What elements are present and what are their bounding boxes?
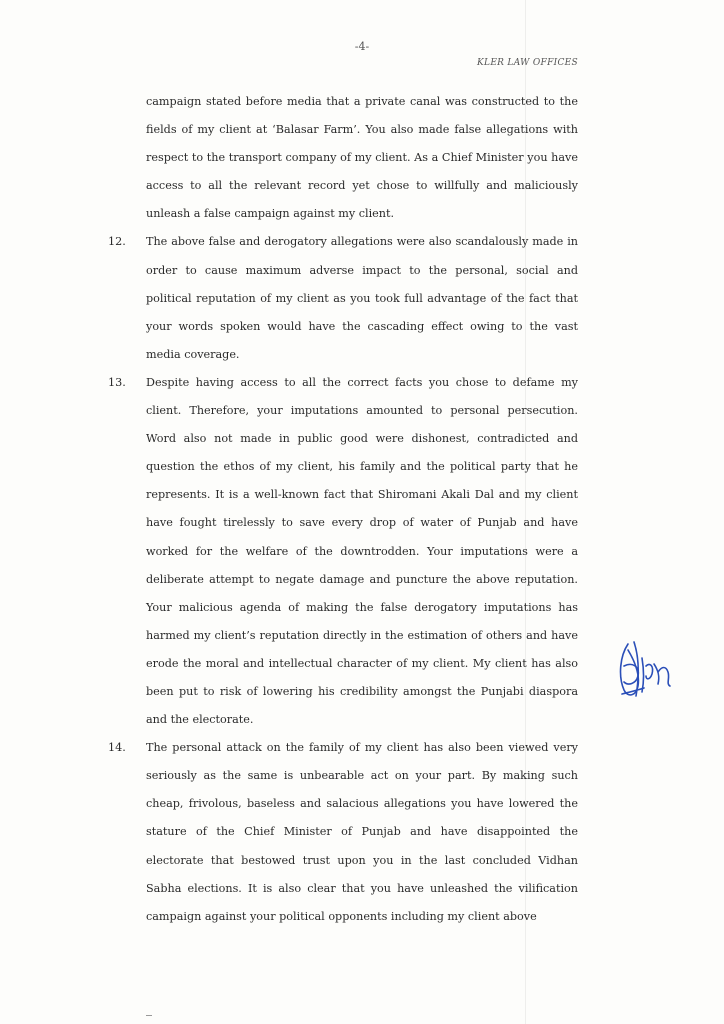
paragraph-number: 13. <box>108 375 126 389</box>
firm-name-header: KLER LAW OFFICES <box>477 58 578 68</box>
page-number: -4- <box>354 40 370 53</box>
paragraph-number <box>108 88 146 228</box>
paragraph-14 <box>108 734 578 931</box>
paragraph-text: The above false and derogatory allegations were also scandalously made in order to cause maximum adverse impact to the personal, social and political reputation of my client as you took full advantage of the fact that your words spoken would have the cascading effect owing to the vast media coverage. <box>146 235 578 361</box>
paragraph-text: The personal attack on the family of my client has also been viewed very seriously as the same is unbearable act on your part. By making such cheap, frivolous, baseless and salacious allegations you have lowered the stature of the Chief Minister of Punjab and have disappointed the electorate that bestowed trust upon you in the last concluded Vidhan Sabha elections. It is also clear that you have unleashed the vilification campaign against your political opponents including my client above <box>146 741 578 923</box>
paragraph-continued <box>108 88 578 228</box>
paragraph-13 <box>108 369 578 734</box>
letter-body <box>108 88 578 931</box>
page-edge-mark <box>146 1015 152 1016</box>
paragraph-number: 14. <box>108 741 126 755</box>
paragraph-text: campaign stated before media that a private canal was constructed to the fields of my client at ‘Balasar Farm’. You also made false allegations with respect to the transport company of my client. As a Chief Minister you have access to all the relevant record yet chose to willfully and maliciously unleash a false campaign against my client. <box>146 95 578 221</box>
paragraph-text: Despite having access to all the correct facts you chose to defame my client. Therefore, your imputations amounted to personal persecution. Word also not made in public good were dishonest, contradicted and question the ethos of my client, his family and the political party that he represents. It is a well-known fact that Shiromani Akali Dal and my client have fought tirelessly to save every drop of water of Punjab and have worked for the welfare of the downtrodden. Your imputations were a deliberate attempt to negate damage and puncture the above reputation. Your malicious agenda of making the false derogatory imputations has harmed my client’s reputation directly in the estimation of others and have erode the moral and intellectual character of my client. My client has also been put to risk of lowering his credibility amongst the Punjabi diaspora and the electorate. <box>146 375 578 727</box>
paragraph-number: 12. <box>108 235 126 249</box>
paragraph-12 <box>108 228 578 368</box>
handwritten-signature <box>614 636 676 702</box>
